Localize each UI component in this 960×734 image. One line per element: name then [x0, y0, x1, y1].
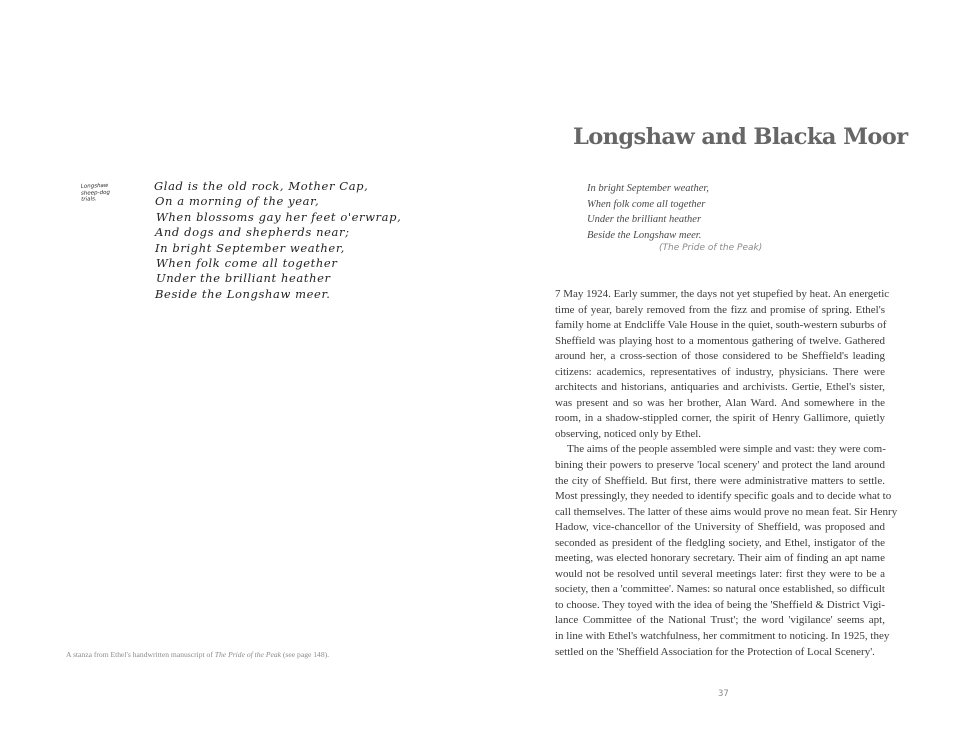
- image-caption: [66, 650, 329, 659]
- text-line: architects and historians, antiquaries and archivists. Gertie, Ethel's sister,: [555, 381, 885, 394]
- text-line: room, in a shadow-stippled corner, the spirit of Henry Gallimore, quietly: [555, 412, 885, 425]
- paragraph: [555, 442, 898, 660]
- epigraph-line: When folk come all together: [587, 198, 706, 210]
- page-number: 37: [718, 689, 729, 699]
- margin-note-line: trials.: [81, 196, 97, 203]
- caption-suffix: (see page 148).: [281, 650, 330, 659]
- text-line: to choose. They toyed with the idea of being the 'Sheffield & District Vigi-: [555, 598, 885, 611]
- text-line: The aims of the people assembled were simple and vast: they were com-: [567, 443, 886, 456]
- body-text: [555, 287, 898, 660]
- text-line: call themselves. The latter of these aims would prove no mean feat. Sir Henry: [555, 505, 898, 518]
- stanza-line: Under the brilliant heather: [156, 271, 331, 286]
- stanza-line: Glad is the old rock, Mother Cap,: [154, 179, 369, 193]
- epigraph-line: In bright September weather,: [587, 183, 709, 194]
- stanza-line: When blossoms gay her feet o'erwrap,: [156, 209, 402, 224]
- text-line: Sheffield was playing host to a momentous gathering of twelve. Gathered: [555, 334, 885, 347]
- stanza-line: And dogs and shepherds near;: [155, 225, 350, 240]
- epigraph-line: Beside the Longshaw meer.: [587, 229, 702, 241]
- text-line: time of year, barely removed from the fizz and promise of spring. Ethel's: [555, 303, 885, 316]
- epigraph-source: (The Pride of the Peak): [659, 243, 763, 253]
- stanza-line: In bright September weather,: [155, 240, 345, 255]
- stanza-line: On a morning of the year,: [155, 194, 320, 209]
- paragraph: [555, 287, 890, 442]
- text-line: would not be resolved until several meetings later: first they were to be a: [555, 567, 885, 580]
- text-line: society, then a 'committee'. Names: so natural once established, so difficult: [555, 583, 885, 596]
- text-line: settled on the 'Sheffield Association for the Protection of Local Scenery'.: [555, 645, 875, 658]
- text-line: the city of Sheffield. But first, there were administrative matters to settle.: [555, 474, 885, 487]
- epigraph: [587, 181, 709, 243]
- stanza-line: When folk come all together: [156, 256, 338, 271]
- caption-prefix: A stanza from Ethel's handwritten manuscript of: [66, 650, 215, 659]
- chapter-title: Longshaw and Blacka Moor: [573, 124, 908, 150]
- text-line: 7 May 1924. Early summer, the days not yet stupefied by heat. An energetic: [555, 288, 890, 300]
- handwritten-stanza: [154, 179, 401, 302]
- right-page: [480, 0, 960, 734]
- text-line: Most pressingly, they needed to identify specific goals and to decide what to: [555, 490, 892, 503]
- epigraph-line: Under the brilliant heather: [587, 214, 702, 225]
- margin-note-line: sheep-dog: [80, 189, 111, 197]
- stanza-line: Beside the Longshaw meer.: [155, 286, 331, 301]
- text-line: was present and so was her brother, Alan Ward. And somewhere in the: [555, 396, 885, 409]
- caption-title: The Pride of the Peak: [214, 650, 281, 659]
- handwritten-margin-note: [81, 182, 128, 203]
- margin-note-line: Longshaw: [80, 182, 109, 190]
- text-line: bining their powers to preserve 'local scenery' and protect the land around: [555, 459, 885, 472]
- text-line: observing, noticed only by Ethel.: [555, 427, 702, 440]
- text-line: meeting, was elected honorary secretary. Their aim of finding an apt name: [555, 552, 885, 565]
- text-line: lance Committee of the National Trust'; the word 'vigilance' seems apt,: [555, 614, 885, 627]
- text-line: Hadow, vice-chancellor of the University of Sheffield, was proposed and: [555, 521, 885, 534]
- text-line: citizens: academics, representatives of industry, physicians. There were: [555, 365, 885, 378]
- text-line: seconded as president of the fledgling society, and Ethel, instigator of the: [555, 536, 885, 549]
- text-line: around her, a cross-section of those considered to be Sheffield's leading: [555, 350, 885, 363]
- text-line: in line with Ethel's watchfulness, her commitment to noticing. In 1925, they: [555, 630, 890, 643]
- text-line: family home at Endcliffe Vale House in the quiet, south-western suburbs of: [555, 319, 887, 332]
